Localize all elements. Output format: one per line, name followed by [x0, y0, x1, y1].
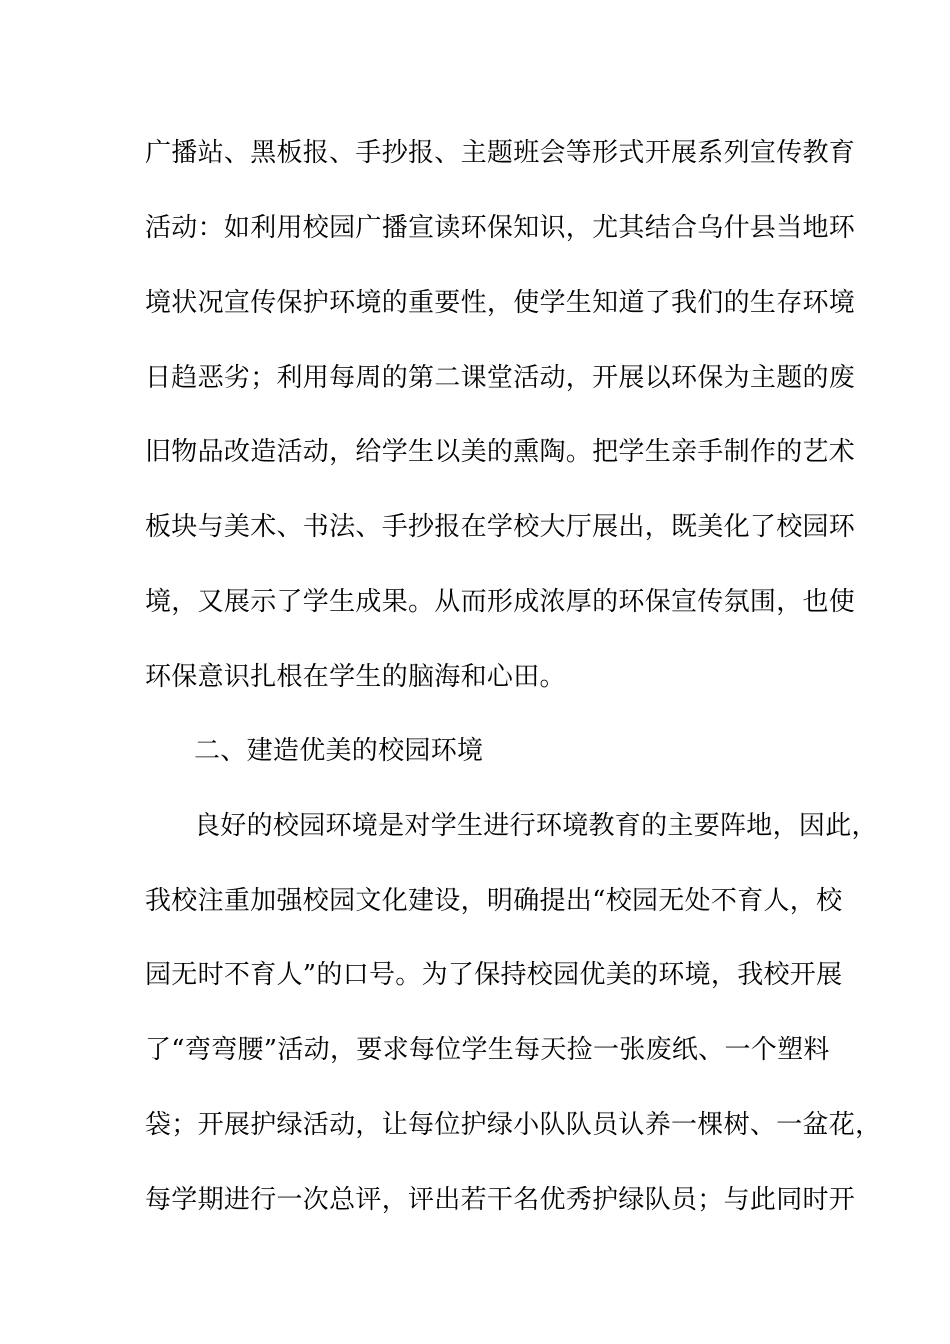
section-heading: 二、建造优美的校园环境	[194, 736, 484, 766]
paragraph-line: 园无时不育人”的口号。为了保持校园优美的环境，我校开展	[145, 960, 843, 990]
paragraph-line: 广播站、黑板报、手抄报、主题班会等形式开展系列宣传教育	[145, 138, 856, 168]
paragraph-line: 板块与美术、书法、手抄报在学校大厅展出，既美化了校园环	[145, 512, 856, 542]
paragraph-line: 我校注重加强校园文化建设，明确提出“校园无处不育人，校	[145, 886, 843, 916]
paragraph-line: 了“弯弯腰”活动，要求每位学生每天捡一张废纸、一个塑料	[145, 1035, 830, 1065]
paragraph-line: 旧物品改造活动，给学生以美的熏陶。把学生亲手制作的艺术	[145, 437, 856, 467]
paragraph-line: 良好的校园环境是对学生进行环境教育的主要阵地，因此，	[194, 811, 878, 841]
paragraph-line: 袋；开展护绿活动，让每位护绿小队队员认养一棵树、一盆花，	[145, 1110, 882, 1140]
paragraph-line: 环保意识扎根在学生的脑海和心田。	[145, 662, 566, 692]
paragraph-line: 每学期进行一次总评，评出若干名优秀护绿队员；与此同时开	[145, 1185, 856, 1215]
paragraph-line: 活动：如利用校园广播宣读环保知识，尤其结合乌什县当地环	[145, 213, 856, 243]
paragraph-line: 日趋恶劣；利用每周的第二课堂活动，开展以环保为主题的废	[145, 363, 856, 393]
paragraph-line: 境状况宣传保护环境的重要性，使学生知道了我们的生存环境	[145, 288, 856, 318]
paragraph-line: 境，又展示了学生成果。从而形成浓厚的环保宣传氛围，也使	[145, 587, 856, 617]
